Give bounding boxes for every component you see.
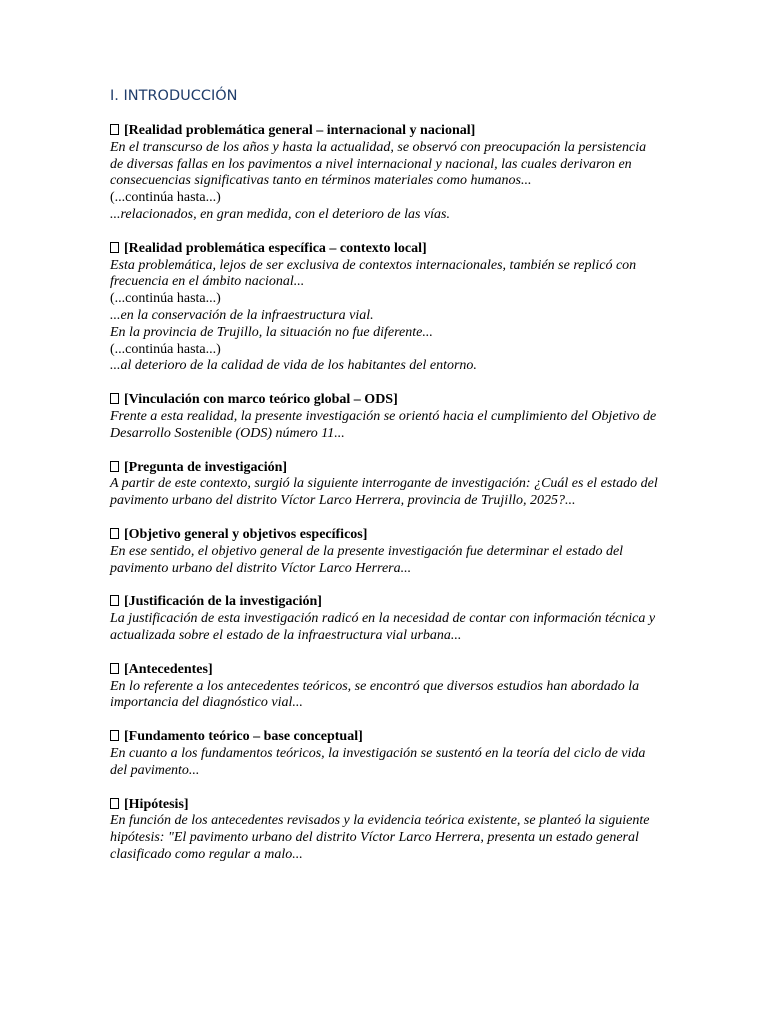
section-block — [110, 392, 658, 442]
section-block — [110, 123, 658, 224]
continuation-note: (...continúa hasta...) — [110, 190, 221, 206]
continuation-note: (...continúa hasta...) — [110, 341, 221, 357]
section-block — [110, 594, 658, 644]
page-title: I. INTRODUCCIÓN — [110, 88, 238, 104]
section-title-text: [Fundamento teórico – base conceptual] — [124, 729, 363, 745]
section-block — [110, 797, 658, 864]
section-paragraph: A partir de este contexto, surgió la siguiente interrogante de investigación: ¿Cuál es el estado del pavimento urbano del distrito Víctor Larco Herrera, provincia de Trujillo, 2025?... — [110, 476, 658, 509]
continuation-note: (...continúa hasta...) — [110, 291, 221, 307]
section-title-text: [Objetivo general y objetivos específicos] — [124, 526, 368, 542]
section-block — [110, 662, 658, 712]
missing-glyph-icon — [110, 595, 119, 606]
section-paragraph: En la provincia de Trujillo, la situación no fue diferente... — [110, 324, 433, 340]
section-block — [110, 460, 658, 510]
section-title — [110, 594, 658, 611]
section-paragraph: ...al deterioro de la calidad de vida de los habitantes del entorno. — [110, 358, 477, 374]
section-title — [110, 527, 658, 544]
section-title — [110, 797, 658, 814]
section-title-text: [Pregunta de investigación] — [124, 459, 288, 475]
missing-glyph-icon — [110, 461, 119, 472]
section-title-text: [Hipótesis] — [124, 796, 189, 812]
section-title — [110, 662, 658, 679]
section-title — [110, 392, 658, 409]
section-block — [110, 729, 658, 779]
missing-glyph-icon — [110, 730, 119, 741]
section-title-text: [Realidad problemática general – internacional y nacional] — [124, 123, 476, 138]
section-paragraph: Frente a esta realidad, la presente investigación se orientó hacia el cumplimiento del Objetivo de Desarrollo Sostenible (ODS) número 11... — [110, 408, 657, 441]
section-title-text: [Vinculación con marco teórico global – ODS] — [124, 392, 398, 408]
section-paragraph: En lo referente a los antecedentes teóricos, se encontró que diversos estudios han abordado la importancia del diagnóstico vial... — [110, 678, 640, 711]
section-paragraph: ...en la conservación de la infraestructura vial. — [110, 307, 374, 323]
section-title-text: [Antecedentes] — [124, 661, 213, 677]
missing-glyph-icon — [110, 393, 119, 404]
missing-glyph-icon — [110, 663, 119, 674]
section-paragraph: Esta problemática, lejos de ser exclusiva de contextos internacionales, también se replicó con frecuencia en el ámbito nacional... — [110, 257, 637, 290]
missing-glyph-icon — [110, 798, 119, 809]
section-title-text: [Justificación de la investigación] — [124, 594, 322, 610]
missing-glyph-icon — [110, 242, 119, 253]
missing-glyph-icon — [110, 528, 119, 539]
section-title — [110, 123, 658, 140]
sections-container — [110, 123, 658, 864]
section-title — [110, 460, 658, 477]
section-title — [110, 729, 658, 746]
section-block — [110, 241, 658, 375]
section-paragraph: En el transcurso de los años y hasta la actualidad, se observó con preocupación la persistencia de diversas fallas en los pavimentos a nivel internacional y nacional, las cuales derivaron en consecuencias significativas tanto en términos materiales como humanos... — [110, 139, 647, 189]
section-paragraph: En función de los antecedentes revisados y la evidencia teórica existente, se planteó la siguiente hipótesis: "El pavimento urbano del distrito Víctor Larco Herrera, presenta un estado general clasificado como regular a malo... — [110, 813, 650, 862]
section-paragraph: La justificación de esta investigación radicó en la necesidad de contar con información técnica y actualizada sobre el estado de la infraestructura vial urbana... — [110, 611, 656, 643]
section-paragraph: En ese sentido, el objetivo general de la presente investigación fue determinar el estado del pavimento urbano del distrito Víctor Larco Herrera... — [110, 543, 624, 576]
section-paragraph: En cuanto a los fundamentos teóricos, la investigación se sustentó en la teoría del ciclo de vida del pavimento... — [110, 745, 646, 778]
section-title — [110, 241, 658, 258]
missing-glyph-icon — [110, 124, 119, 135]
section-paragraph: ...relacionados, en gran medida, con el deterioro de las vías. — [110, 206, 450, 222]
document-page — [110, 86, 658, 881]
section-block — [110, 527, 658, 577]
section-title-text: [Realidad problemática específica – contexto local] — [124, 240, 427, 256]
